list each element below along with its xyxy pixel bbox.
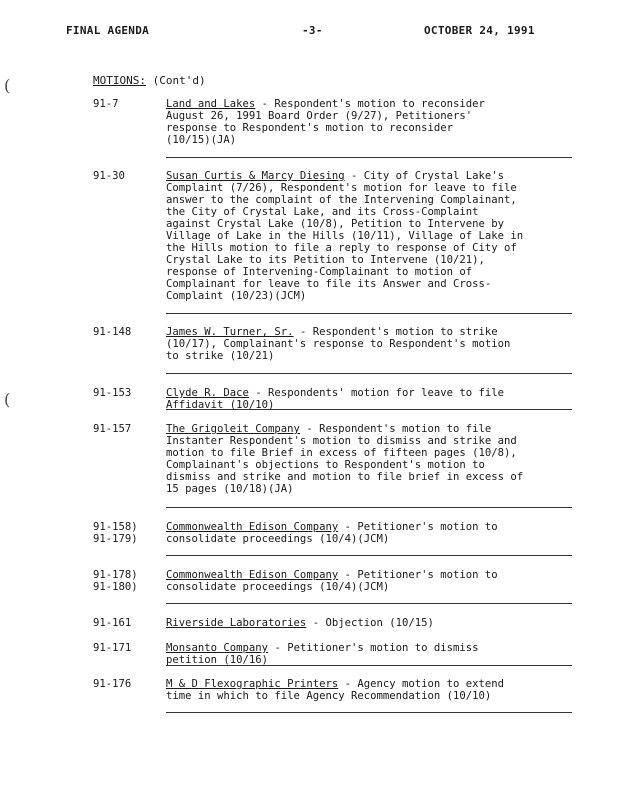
separator-rule xyxy=(166,507,572,508)
separator-rule xyxy=(166,313,572,314)
separator-rule xyxy=(166,665,572,666)
party-name: Land and Lakes xyxy=(166,98,256,110)
separator-rule xyxy=(166,373,572,374)
docket-number: 91-158) 91-179) xyxy=(93,521,138,545)
docket-number: 91-148 xyxy=(93,326,132,338)
docket-number: 91-153 xyxy=(93,387,132,399)
margin-mark: ( xyxy=(4,390,11,409)
separator-rule xyxy=(166,555,572,556)
entry-text: to strike (10/21) xyxy=(166,350,275,362)
entry-text: answer to the complaint of the Intervening Complainant, xyxy=(166,194,517,206)
page-number: -3- xyxy=(302,24,323,37)
party-name: M & D Flexographic Printers xyxy=(166,678,339,690)
docket-number: 91-176 xyxy=(93,678,132,690)
header-left-title: FINAL AGENDA xyxy=(66,24,150,37)
entry-text: time in which to file Agency Recommendation (10/10) xyxy=(166,690,492,702)
docket-number: 91-30 xyxy=(93,170,125,182)
entry-text: (10/17), Complainant's response to Respondent's motion xyxy=(166,338,511,350)
entry-text: Complainant for leave to file its Answer and Cross- xyxy=(166,278,492,290)
entry-text: (10/15)(JA) xyxy=(166,134,237,146)
agenda-entry xyxy=(166,98,578,146)
docket-number: 91-171 xyxy=(93,642,132,654)
entry-text: - Respondent's motion to file xyxy=(299,423,492,435)
entry-text: Complaint (7/26), Respondent's motion for leave to file xyxy=(166,182,517,194)
separator-rule xyxy=(166,409,572,410)
separator-rule xyxy=(166,603,572,604)
docket-number: 91-157 xyxy=(93,423,132,435)
party-name: Riverside Laboratories xyxy=(166,617,307,629)
agenda-entry xyxy=(166,617,578,629)
party-name: Commonwealth Edison Company xyxy=(166,569,339,581)
agenda-entry xyxy=(166,642,578,666)
entry-text: the City of Crystal Lake, and its Cross-Complaint xyxy=(166,206,479,218)
entry-text: the Hills motion to file a reply to response of City of xyxy=(166,242,517,254)
section-label: MOTIONS: xyxy=(93,74,146,87)
docket-number: 91-161 xyxy=(93,617,132,629)
entry-text: - Respondent's motion to strike xyxy=(293,326,498,338)
agenda-entry xyxy=(166,423,578,495)
entry-text: Crystal Lake to its Petition to Intervene (10/21), xyxy=(166,254,485,266)
entry-text: 15 pages (10/18)(JA) xyxy=(166,483,294,495)
entry-text: - Respondent's motion to reconsider xyxy=(255,98,485,110)
agenda-entry xyxy=(166,326,578,362)
entry-text: Village of Lake in the Hills (10/11), Village of Lake in xyxy=(166,230,524,242)
entry-text: Complaint (10/23)(JCM) xyxy=(166,290,307,302)
section-continued: (Cont'd) xyxy=(152,74,206,87)
header-date: OCTOBER 24, 1991 xyxy=(424,24,535,37)
entry-text: consolidate proceedings (10/4)(JCM) xyxy=(166,533,390,545)
entry-text: - Petitioner's motion to dismiss xyxy=(268,642,479,654)
agenda-entry xyxy=(166,170,578,302)
entry-text: August 26, 1991 Board Order (9/27), Petitioners' xyxy=(166,110,473,122)
entry-text: - Petitioner's motion to xyxy=(338,569,498,581)
party-name: Susan Curtis & Marcy Diesing xyxy=(166,170,345,182)
docket-number: 91-178) 91-180) xyxy=(93,569,138,593)
entry-text: motion to file Brief in excess of fifteen pages (10/8), xyxy=(166,447,517,459)
party-name: Monsanto Company xyxy=(166,642,269,654)
entry-text: Complainant's objections to Respondent's motion to xyxy=(166,459,485,471)
entry-text: response to Respondent's motion to reconsider xyxy=(166,122,454,134)
agenda-entry xyxy=(166,569,578,593)
party-name: James W. Turner, Sr. xyxy=(166,326,294,338)
entry-text: Affidavit (10/10) xyxy=(166,399,275,411)
entry-text: against Crystal Lake (10/8), Petition to Intervene by xyxy=(166,218,505,230)
agenda-entry xyxy=(166,521,578,545)
margin-mark: ( xyxy=(4,76,11,95)
entry-text: petition (10/16) xyxy=(166,654,269,666)
agenda-entry xyxy=(166,387,578,411)
entry-text: - Agency motion to extend xyxy=(338,678,505,690)
entry-text: - Petitioner's motion to xyxy=(338,521,498,533)
entry-text: - Respondents' motion for leave to file xyxy=(248,387,505,399)
entry-text: - City of Crystal Lake's xyxy=(344,170,505,182)
party-name: The Grigoleit Company xyxy=(166,423,300,435)
entry-text: response of Intervening-Complainant to motion of xyxy=(166,266,473,278)
section-title xyxy=(93,74,206,87)
entry-text: - Objection (10/15) xyxy=(306,617,434,629)
separator-rule xyxy=(166,712,572,713)
docket-number: 91-7 xyxy=(93,98,119,110)
separator-rule xyxy=(166,157,572,158)
party-name: Clyde R. Dace xyxy=(166,387,249,399)
agenda-entry xyxy=(166,678,578,702)
party-name: Commonwealth Edison Company xyxy=(166,521,339,533)
entry-text: dismiss and strike and motion to file brief in excess of xyxy=(166,471,524,483)
entry-text: Instanter Respondent's motion to dismiss and strike and xyxy=(166,435,517,447)
entry-text: consolidate proceedings (10/4)(JCM) xyxy=(166,581,390,593)
